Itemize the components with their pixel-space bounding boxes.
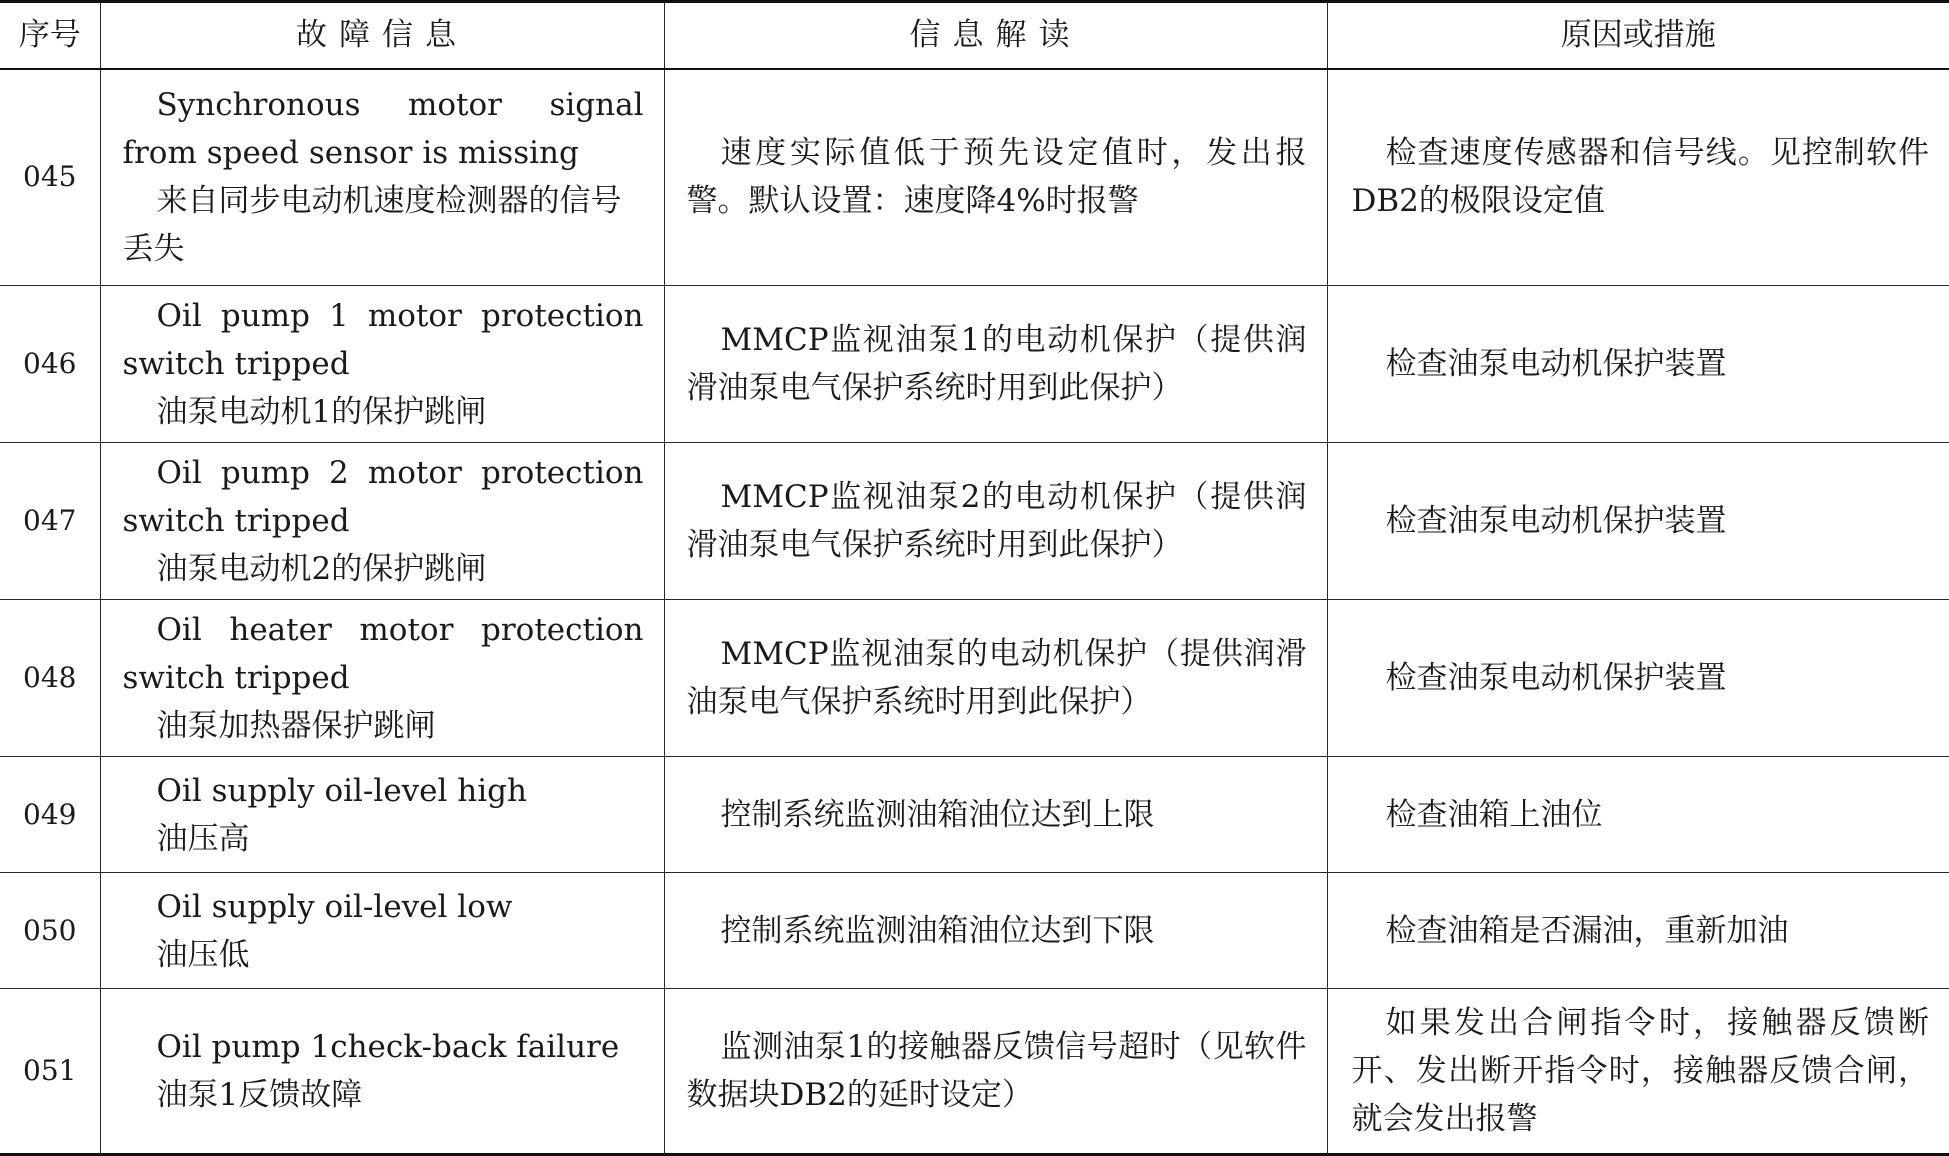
interpretation-text: 监测油泵1的接触器反馈信号超时（见软件数据块DB2的延时设定） xyxy=(686,1029,1307,1113)
fault-cell xyxy=(100,286,664,443)
interpretation-cell xyxy=(664,286,1327,443)
fault-text-en: Oil pump 2 motor protection switch tripped xyxy=(122,455,644,539)
cause-cell xyxy=(1327,989,1949,1155)
table-row xyxy=(0,600,1949,757)
fault-text-en: Synchronous motor signal from speed sensor is missing xyxy=(122,87,644,172)
fault-text-en: Oil pump 1 motor protection switch tripped xyxy=(122,298,644,382)
cause-cell xyxy=(1327,757,1949,873)
row-number: 046 xyxy=(0,286,100,443)
fault-text-en: Oil supply oil-level high xyxy=(156,772,527,809)
table-row xyxy=(0,757,1949,873)
fault-text-zh: 油泵电动机1的保护跳闸 xyxy=(156,394,487,430)
cause-cell xyxy=(1327,873,1949,989)
interpretation-cell xyxy=(664,757,1327,873)
header-no: 序号 xyxy=(0,2,100,69)
fault-text-zh: 油压低 xyxy=(156,936,250,973)
interpretation-cell xyxy=(664,69,1327,286)
table-header xyxy=(0,2,1949,69)
row-number: 047 xyxy=(0,443,100,600)
fault-cell xyxy=(100,989,664,1155)
fault-text-zh: 油泵1反馈故障 xyxy=(156,1077,363,1113)
fault-text-en: Oil pump 1check-back failure xyxy=(156,1029,620,1065)
cause-text: 检查油泵电动机保护装置 xyxy=(1385,660,1727,696)
header-interpretation: 信息解读 xyxy=(664,2,1327,69)
interpretation-cell xyxy=(664,600,1327,757)
fault-text-en: Oil supply oil-level low xyxy=(156,888,513,925)
interpretation-text: 速度实际值低于预先设定值时，发出报警。默认设置：速度降4%时报警 xyxy=(686,135,1307,220)
cause-cell xyxy=(1327,443,1949,600)
interpretation-cell xyxy=(664,873,1327,989)
row-number: 049 xyxy=(0,757,100,873)
header-row xyxy=(0,2,1949,69)
table-row xyxy=(0,443,1949,600)
fault-cell xyxy=(100,873,664,989)
fault-text-en: Oil heater motor protection switch tripped xyxy=(122,612,644,696)
cause-cell xyxy=(1327,600,1949,757)
cause-text: 检查油泵电动机保护装置 xyxy=(1385,346,1727,382)
fault-cell xyxy=(100,443,664,600)
cause-cell xyxy=(1327,286,1949,443)
table-row xyxy=(0,286,1949,443)
fault-text-zh: 油泵加热器保护跳闸 xyxy=(156,708,436,744)
fault-text-zh: 油压高 xyxy=(156,820,250,857)
cause-cell xyxy=(1327,69,1949,286)
cause-text: 如果发出合闸指令时，接触器反馈断开、发出断开指令时，接触器反馈合闸，就会发出报警 xyxy=(1351,1005,1929,1137)
table-row xyxy=(0,989,1949,1155)
header-fault-info: 故障信息 xyxy=(100,2,664,69)
fault-text-zh: 油泵电动机2的保护跳闸 xyxy=(156,551,487,587)
table-body xyxy=(0,69,1949,1155)
fault-cell xyxy=(100,69,664,286)
row-number: 045 xyxy=(0,69,100,286)
row-number: 050 xyxy=(0,873,100,989)
cause-text: 检查油箱上油位 xyxy=(1385,796,1603,833)
row-number: 051 xyxy=(0,989,100,1155)
interpretation-cell xyxy=(664,443,1327,600)
table-row xyxy=(0,873,1949,989)
cause-text: 检查油箱是否漏油，重新加油 xyxy=(1385,912,1789,949)
table-row xyxy=(0,69,1949,286)
cause-text: 检查速度传感器和信号线。见控制软件DB2的极限设定值 xyxy=(1351,135,1929,220)
fault-text-zh: 来自同步电动机速度检测器的信号丢失 xyxy=(122,183,622,268)
interpretation-text: MMCP监视油泵的电动机保护（提供润滑油泵电气保护系统时用到此保护） xyxy=(686,636,1307,720)
cause-text: 检查油泵电动机保护装置 xyxy=(1385,503,1727,539)
interpretation-text: 控制系统监测油箱油位达到下限 xyxy=(720,912,1155,949)
interpretation-cell xyxy=(664,989,1327,1155)
fault-cell xyxy=(100,600,664,757)
fault-cell xyxy=(100,757,664,873)
interpretation-text: 控制系统监测油箱油位达到上限 xyxy=(720,796,1155,833)
row-number: 048 xyxy=(0,600,100,757)
interpretation-text: MMCP监视油泵2的电动机保护（提供润滑油泵电气保护系统时用到此保护） xyxy=(686,479,1307,563)
interpretation-text: MMCP监视油泵1的电动机保护（提供润滑油泵电气保护系统时用到此保护） xyxy=(686,322,1307,406)
header-cause-measure: 原因或措施 xyxy=(1327,2,1949,69)
